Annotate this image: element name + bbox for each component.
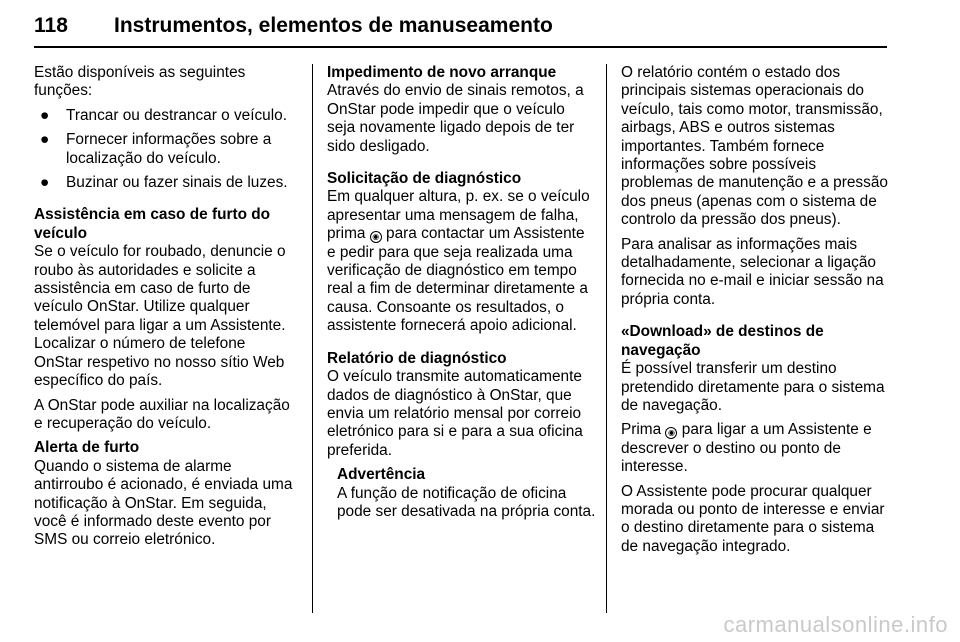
watermark-text: carmanualsonline.info [723,612,948,637]
section-restart-block [327,64,597,156]
warning-heading: Advertência [337,466,426,484]
section-heading: Relatório de diagnóstico [327,349,507,367]
paragraph: O Assistente pode procurar qualquer morada ou ponto de interesse e enviar o destino diretamente para o sistema de navegação integrado. [621,482,885,555]
paragraph: O relatório contém o estado dos principais sistemas operacionais do veículo, tais como motor, transmissão, airbags, ABS e outros sistemas importantes. Também fornece informações sobre possíveis problemas de manutenção e a pressão dos pneus (apenas com o sistema de controlo da pressão dos pneus). [621,64,888,229]
paragraph: Através do envio de sinais remotos, a OnStar pode impedir que o veículo seja novamente ligado depois de ter sido desligado. [327,82,584,155]
page-title: Instrumentos, elementos de manuseamento [114,14,553,37]
column-divider-1 [312,64,313,613]
paragraph: A função de notificação de oficina pode ser desativada na própria conta. [337,484,596,520]
section-theft-assistance [34,206,298,433]
paragraph: Em qualquer altura, p. ex. se o veículo apresentar uma mensagem de falha, prima ◉ para contactar um Assistente e pedir para que seja realizada uma verificação de diagnóstico em tempo real a fim de determinar diretamente a causa. Consoante os resultados, o assistente fornecerá apoio adicional. [327,188,590,335]
functions-list [34,107,298,193]
column-3 [621,64,889,562]
column-divider-2 [606,64,607,613]
list-item: ● Trancar ou destrancar o veículo. [40,106,287,124]
page-number: 118 [34,14,68,37]
section-heading: Assistência em caso de furto do veículo [34,206,271,242]
list-item: ● Fornecer informações sobre a localização do veículo. [40,131,272,167]
paragraph: A OnStar pode auxiliar na localização e recuperação do veículo. [34,396,290,432]
bullet-icon: ● [40,106,50,124]
warning-box [337,466,597,521]
section-heading: Alerta de furto [34,439,140,457]
section-heading: Solicitação de diagnóstico [327,170,522,188]
bullet-icon: ● [40,131,50,149]
column-2 [327,64,597,527]
paragraph: Prima ◉ para ligar a um Assistente e descrever o destino ou ponto de interesse. [621,421,872,476]
paragraph: Para analisar as informações mais detalhadamente, selecionar a ligação fornecida no e-mail e iniciar sessão na própria conta. [621,235,884,308]
paragraph: O veículo transmite automaticamente dados de diagnóstico à OnStar, que envia um relatório mensal por correio eletrónico para si e para a sua oficina preferida. [327,368,583,459]
list-item: ● Buzinar ou fazer sinais de luzes. [40,174,288,192]
section-theft-alert [34,439,298,549]
onstar-button-icon: ◉ [370,231,382,243]
paragraph: É possível transferir um destino pretendido diretamente para o sistema de navegação. [621,360,885,414]
section-heading: «Download» de destinos de navegação [621,323,824,359]
section-destination-download [621,323,889,556]
column-1 [34,64,298,556]
paragraph: Quando o sistema de alarme antirroubo é acionado, é enviada uma notificação à OnStar. Em seguida, você é informado deste evento por SMS ou correio eletrónico. [34,457,293,549]
section-diagnostic-request [327,170,597,336]
paragraph: Se o veículo for roubado, denuncie o roubo às autoridades e solicite a assistência em caso de furto de veículo OnStar. Utilize qualquer telemóvel para ligar a um Assistente. Localizar o número de telefone OnStar respetivo no nosso sítio Web específico do país. [34,243,286,390]
bullet-icon: ● [40,174,50,192]
onstar-button-icon: ◉ [665,427,677,439]
section-diagnostic-report [327,350,597,460]
section-heading: Impedimento de novo arranque [327,64,557,81]
intro-text: Estão disponíveis as seguintes funções: [34,64,246,100]
page-header [34,8,887,48]
